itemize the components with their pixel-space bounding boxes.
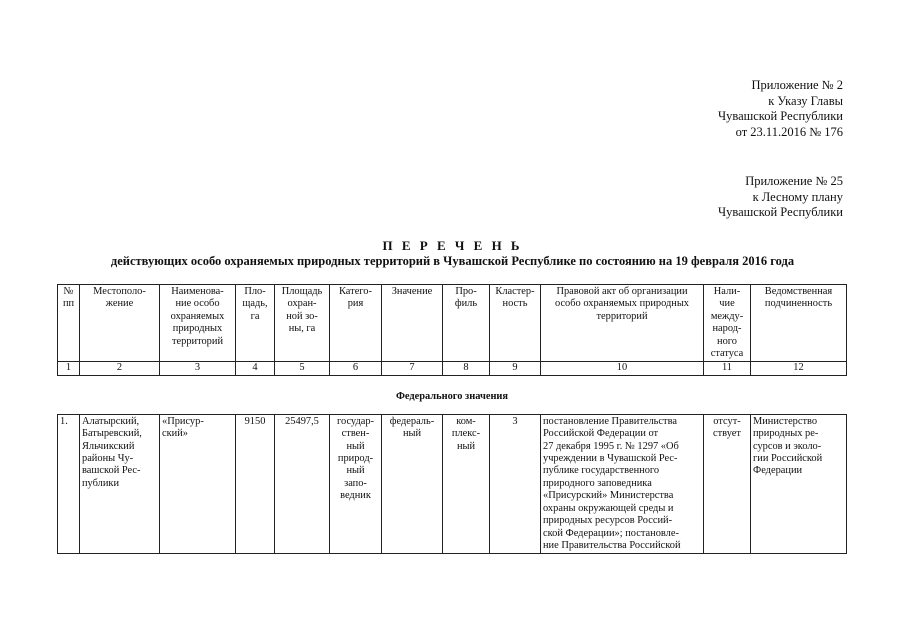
cell-text-line: Яльчикский [82,440,135,452]
cell-text-line: между- [710,310,744,322]
cell-text-line: Нали- [713,286,741,297]
cell-text-line: особо охраняемых природных [554,298,689,310]
cell-text-line: подчиненность [764,298,833,310]
significance-cell [382,414,443,553]
section-row [58,375,847,414]
cell-text-line: «Присурский» Министерства [543,490,674,502]
cell-text-line: постановление Правительства [543,415,677,427]
column-number: 11 [704,362,751,375]
cell-text-line: Алатырский, [82,415,140,427]
cell-text-line: территорий [171,335,224,347]
cell-text-line: статуса [710,348,744,360]
appendix-decree-line: к Указу Главы [768,93,843,108]
cell-text-line: народ- [712,323,742,335]
cell-text-line: Местополо- [93,286,146,297]
profile-cell [443,414,490,553]
appendix-forest-line: Чувашской Республики [717,205,843,219]
cell-text-line: ствен- [341,428,370,440]
document-title: П Е Р Е Ч Е Н Ь [382,238,523,253]
cell-text-line: гии Российской [753,453,823,465]
cell-text-line: «Присур- [162,415,204,427]
appendix-decree-line: от 23.11.2016 № 176 [735,124,843,139]
column-number: 1 [58,362,80,375]
cell-text-line: Батыревский, [82,428,142,440]
column-number: 7 [382,362,443,375]
cell-text-line: вашской Рес- [82,465,141,477]
column-number: 8 [443,362,490,375]
cell-text-line: ведник [340,490,371,502]
cell-text-line: федераль- [389,415,435,427]
cell-text-line: филь [454,298,478,310]
cell-text-line: Значение [391,286,433,297]
header-cell [541,285,704,362]
column-number: 2 [80,362,160,375]
appendix-decree-block [718,78,843,140]
header-cell [160,285,236,362]
cell-text-line: рия [347,298,364,310]
category-cell [330,414,382,553]
section-title: Федерального значения [395,390,509,402]
cell-text-line: Наименова- [171,286,224,297]
cell-text-line: отсут- [713,415,741,427]
column-number: 10 [541,362,704,375]
cell-text-line: охраняемых [170,310,225,322]
column-number: 9 [490,362,541,375]
cell-text-line: Катего- [339,286,372,297]
cell-text-line: Про- [455,286,477,297]
cell-text-line: природ- [337,453,374,465]
cell-text-line: ность [502,298,528,310]
cell-text-line: ствует [713,428,741,440]
cell-text-line: Кластер- [495,286,535,297]
cell-text-line: ный [346,440,365,452]
cell-text-line: Ведомственная [764,286,833,297]
cell-text-line: Площадь [281,286,323,297]
cell-text-line: публики [82,477,120,489]
column-number-row [58,362,847,375]
cell-text-line: га [250,310,260,322]
cell-text-line: щадь, [242,298,268,310]
cell-text-line: жение [105,298,134,310]
row-number: 1. [58,414,80,553]
cell-text-line: 27 декабря 1995 г. № 1297 «Об [543,440,679,452]
cell-text-line: публике государственного [543,465,660,477]
buffer-area-cell: 25497,5 [275,414,330,553]
cell-text-line: ный [346,465,365,477]
cell-text-line: Министерство [753,415,818,427]
table-header-row [58,285,847,362]
cluster-cell: 3 [490,414,541,553]
header-cell [275,285,330,362]
legal-act-cell [541,414,704,553]
cell-text-line: охран- [287,298,317,310]
cell-text-line: ного [717,335,737,347]
cell-text-line: природного заповедника [543,477,652,489]
column-number: 3 [160,362,236,375]
column-number: 5 [275,362,330,375]
appendix-forest-line: Приложение № 25 [745,174,843,188]
header-cell [58,285,80,362]
cell-text-line: ной зо- [286,310,318,322]
header-cell [80,285,160,362]
location-cell [80,414,160,553]
cell-text-line: природных ресурсов Россий- [543,515,673,527]
cell-text-line: охраны окружающей среды и [543,502,674,514]
appendix-forest-block [718,174,843,221]
cell-text-line: сурсов и эколо- [753,440,822,452]
cell-text-line: запо- [344,477,367,489]
cell-text-line: районы Чу- [82,453,134,465]
cell-text-line: государ- [336,415,375,427]
cell-text-line: ный [402,428,422,440]
column-number: 4 [236,362,275,375]
subordination-cell [751,414,847,553]
area-cell: 9150 [236,414,275,553]
cell-text-line: учреждении в Чувашской Рес- [543,453,678,465]
cell-text-line: Пло- [244,286,266,297]
appendix-decree-line: Приложение № 2 [751,78,843,92]
cell-text-line: Правовой акт об организации [556,286,688,297]
cell-text-line: ны, га [288,323,316,335]
header-cell [704,285,751,362]
appendix-forest-line: к Лесному плану [752,189,843,204]
column-number: 6 [330,362,382,375]
intl-status-cell [704,414,751,553]
cell-text-line: пп [62,298,75,310]
cell-text-line: № [63,286,74,297]
table-row [58,414,847,553]
cell-text-line: территорий [596,310,648,322]
header-cell [751,285,847,362]
protected-areas-table [57,284,847,554]
cell-text-line: ние особо [175,298,220,310]
header-cell [382,285,443,362]
cell-text-line: ние Правительства Российской [543,539,681,551]
cell-text-line: Российской Федерации от [543,428,659,440]
cell-text-line: ской Федерации»; постановле- [543,527,679,539]
cell-text-line: природных [172,323,223,335]
cell-text-line: Федерации [753,465,803,477]
document-subtitle: действующих особо охраняемых природных территорий в Чувашской Республике по состоянию на 19 февраля 2016 года [110,254,795,268]
name-cell [160,414,236,553]
cell-text-line: ный [456,440,476,452]
cell-text-line: природных ре- [753,428,819,440]
cell-text-line: плекс- [451,428,481,440]
header-cell [330,285,382,362]
header-cell [236,285,275,362]
column-number: 12 [751,362,847,375]
cell-text-line: ский» [162,428,188,440]
header-cell [443,285,490,362]
cell-text-line: ком- [456,415,476,427]
header-cell [490,285,541,362]
appendix-decree-line: Чувашской Республики [717,109,843,123]
cell-text-line: чие [719,298,735,310]
